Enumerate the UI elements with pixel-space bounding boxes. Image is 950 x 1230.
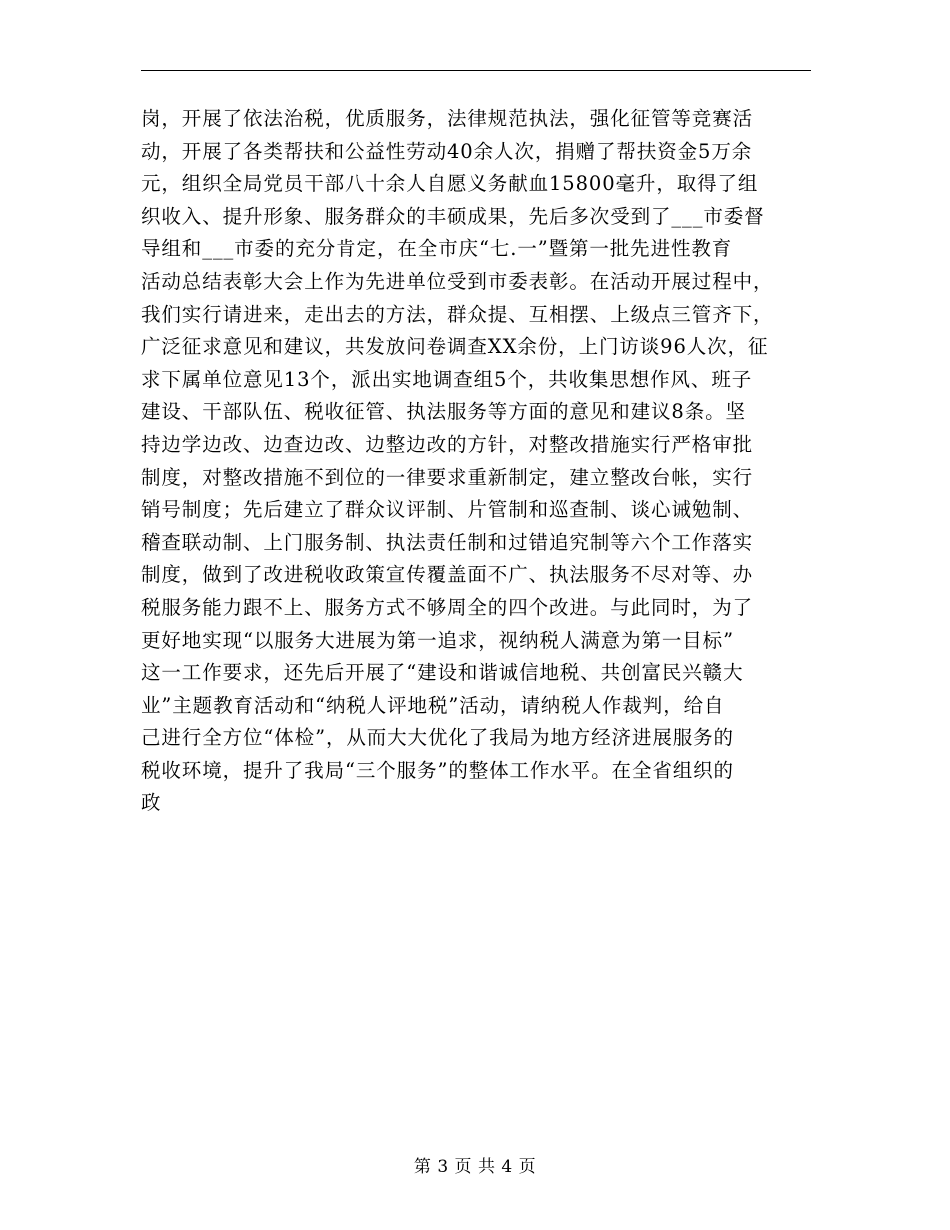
- text-line: 活动总结表彰大会上作为先进单位受到市委表彰。在活动开展过程中，: [141, 269, 774, 293]
- page-number-footer: 第 3 页 共 4 页: [413, 1157, 537, 1177]
- text-line: 建设、干部队伍、税收征管、执法服务等方面的意见和建议8条。坚: [141, 400, 746, 424]
- text-line: 动，开展了各类帮扶和公益性劳动40余人次，捐赠了帮扶资金5万余: [141, 139, 753, 163]
- text-line: 销号制度；先后建立了群众议评制、片管制和巡查制、谈心诫勉制、: [141, 498, 754, 522]
- header-rule: [141, 70, 811, 71]
- text-line: 我们实行请进来，走出去的方法，群众提、互相摆、上级点三管齐下，: [141, 302, 774, 326]
- text-line: 业”主题教育活动和“纳税人评地税”活动，请纳税人作裁判，给自: [141, 693, 725, 717]
- document-body: [141, 103, 821, 820]
- text-line: 稽查联动制、上门服务制、执法责任制和过错追究制等六个工作落实: [141, 530, 754, 554]
- text-line: 制度，做到了改进税收政策宣传覆盖面不广、执法服务不尽对等、办: [141, 563, 754, 587]
- text-line: 持边学边改、边查边改、边整边改的方针，对整改措施实行严格审批: [141, 432, 754, 456]
- text-line: 岗，开展了依法治税，优质服务，法律规范执法，强化征管等竞赛活: [141, 107, 754, 130]
- text-line: 导组和___市委的充分肯定，在全市庆“七.一”暨第一批先进性教育: [141, 237, 733, 261]
- text-line: 织收入、提升形象、服务群众的丰硕成果，先后多次受到了___市委督: [141, 204, 765, 228]
- text-line: 这一工作要求，还先后开展了“建设和谐诚信地税、共创富民兴赣大: [141, 661, 744, 685]
- text-line: 制度，对整改措施不到位的一律要求重新制定，建立整改台帐，实行: [141, 465, 754, 489]
- text-line: 己进行全方位“体检”，从而大大优化了我局为地方经济进展服务的: [141, 726, 734, 750]
- text-line: 元，组织全局党员干部八十余人自愿义务献血15800毫升，取得了组: [141, 172, 759, 196]
- text-line: 政: [141, 791, 162, 815]
- text-line: 求下属单位意见13个，派出实地调查组5个，共收集思想作风、班子: [141, 367, 753, 391]
- text-line: 税收环境，提升了我局“三个服务”的整体工作水平。在全省组织的: [141, 758, 734, 782]
- text-line: 税服务能力跟不上、服务方式不够周全的四个改进。与此同时，为了: [141, 595, 754, 619]
- text-line: 更好地实现“以服务大进展为第一追求，视纳税人满意为第一目标”: [141, 628, 734, 652]
- text-line: 广泛征求意见和建议，共发放问卷调查XX余份，上门访谈96人次，征: [141, 335, 769, 359]
